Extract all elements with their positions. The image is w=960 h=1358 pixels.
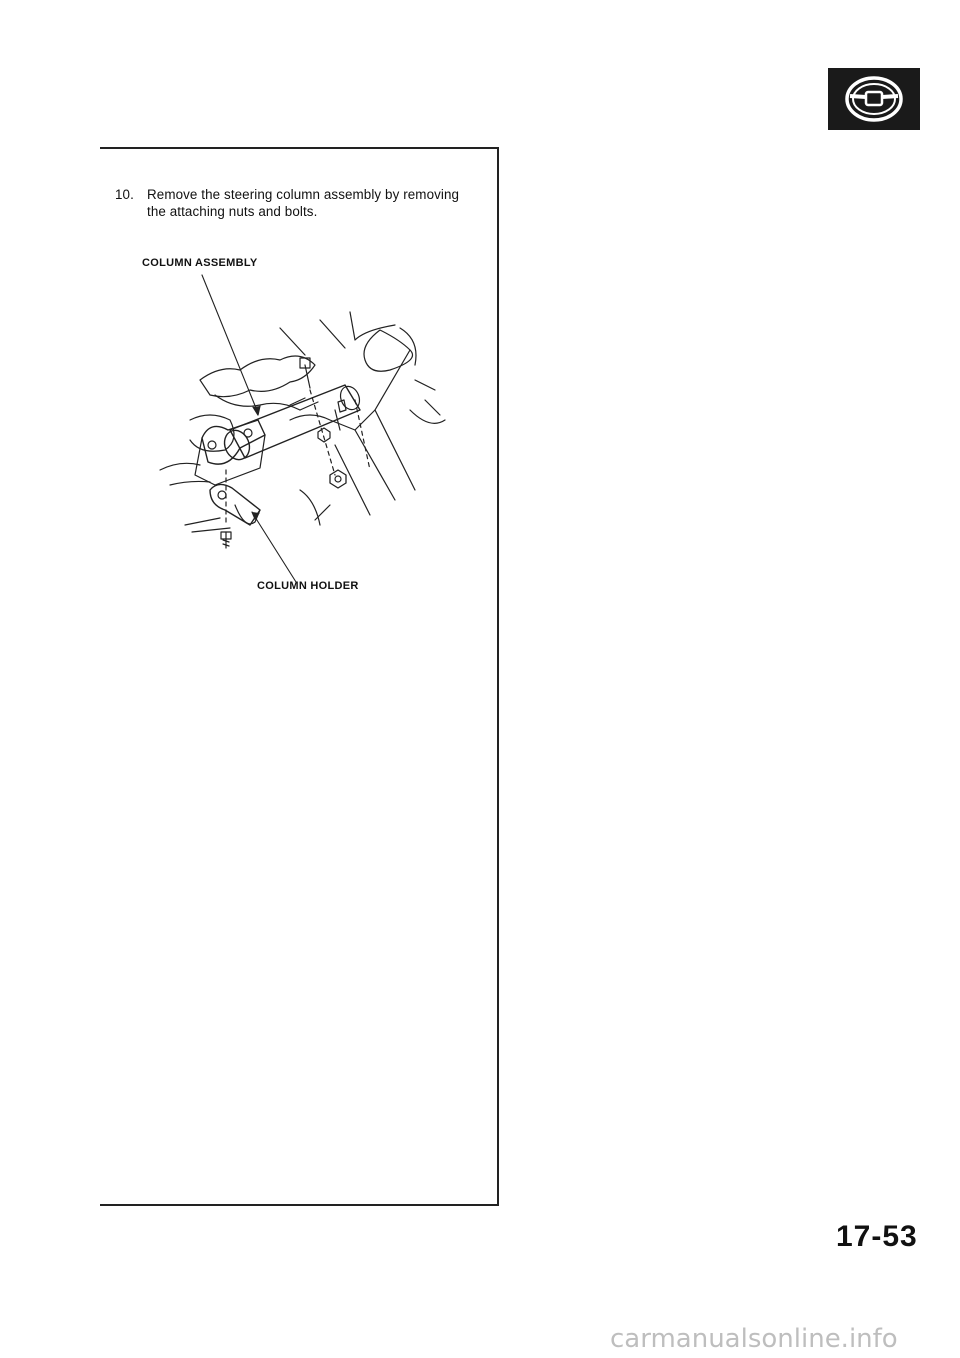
section-tab [828,68,920,130]
step-number: 10. [115,187,134,202]
step-text-line1: Remove the steering column assembly by removing [147,187,460,202]
steering-column-illustration [140,270,460,585]
footer-url[interactable]: carmanualsonline.info [610,1324,898,1354]
step-text-line2: the attaching nuts and bolts. [147,204,318,219]
callout-column-holder: COLUMN HOLDER [257,580,359,592]
page-number: 17-53 [836,1220,918,1253]
steering-wheel-icon [828,68,920,130]
step-10 [115,186,495,220]
callout-column-assembly: COLUMN ASSEMBLY [142,257,258,269]
